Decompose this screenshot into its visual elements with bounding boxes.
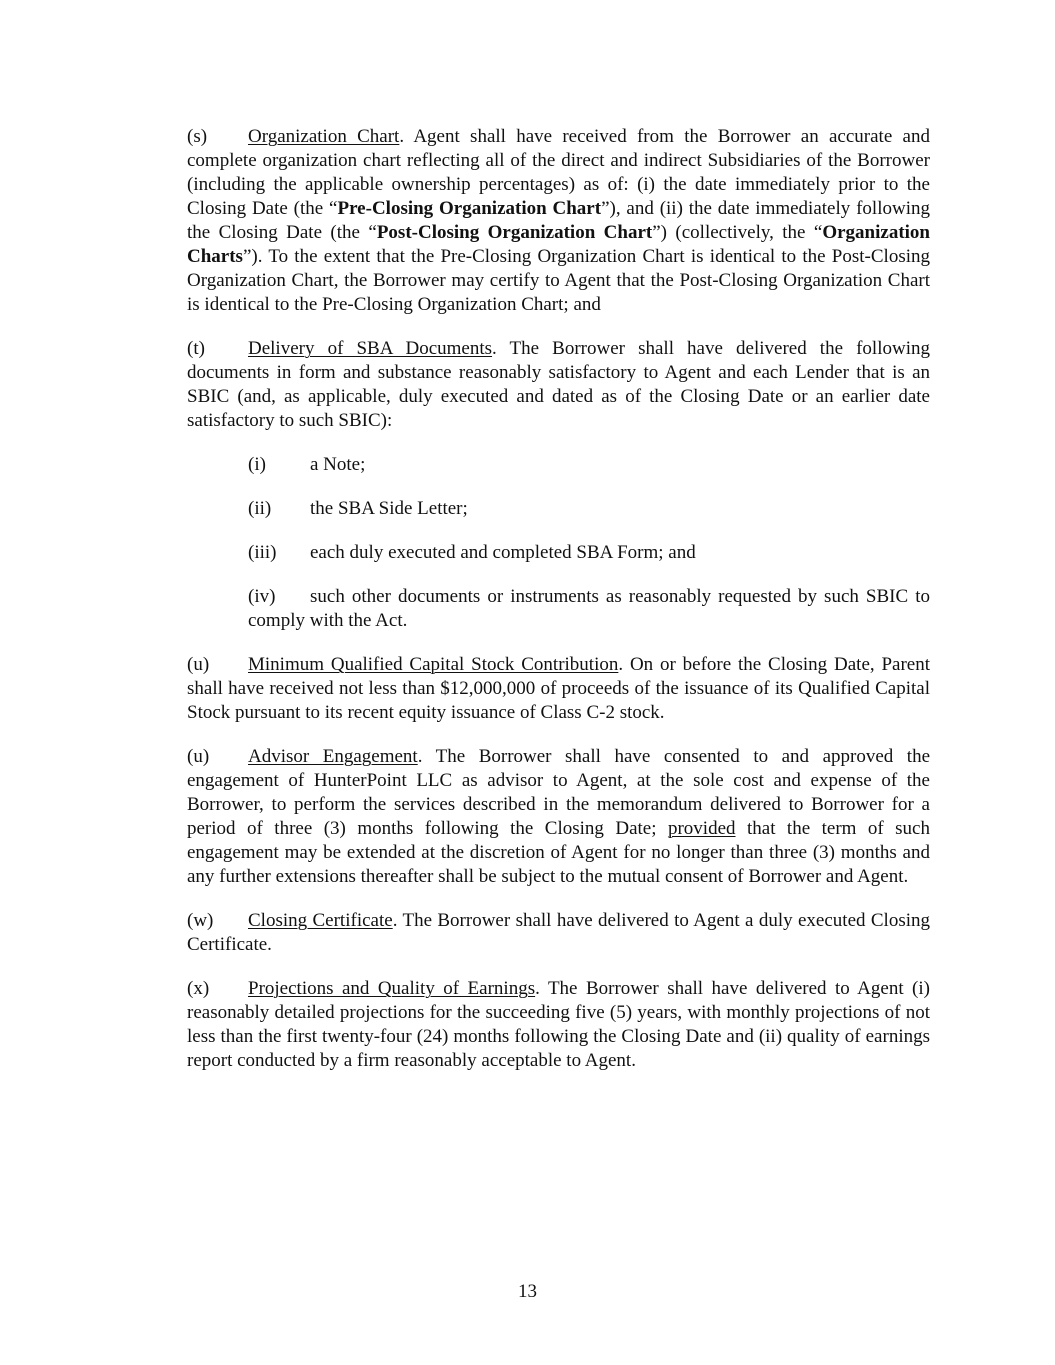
defined-term: Post-Closing Organization Chart	[376, 222, 653, 243]
section-label: (u)	[187, 654, 210, 675]
section-u-advisor	[187, 745, 930, 889]
list-item	[248, 497, 930, 521]
section-text: . The Borrower shall have delivered to Agent (i) reasonably detailed projections for the succeeding five (5) years, with monthly projections of not less than the first twenty-four (24) months following the Closing Date and (ii) quality of earnings report conducted by a firm reasonably acceptable to Agent.	[187, 978, 930, 1071]
section-text: ”) (collectively, the “	[652, 222, 823, 243]
section-title: Projections and Quality of Earnings	[248, 978, 536, 999]
document-body	[187, 125, 930, 1093]
section-text: . Agent shall have received from the Borrower an accurate and complete organization chart reflecting all of the direct and indirect Subsidiaries of the Borrower (including the applicable ownership percentages) as of: (i) the date immediately prior to the Closing Date (the “	[187, 126, 930, 219]
section-title: Closing Certificate	[248, 910, 393, 931]
list-item-label: (iv)	[248, 586, 276, 607]
list-item-label: (i)	[248, 454, 266, 475]
page-number: 13	[518, 1281, 537, 1302]
section-text: . On or before the Closing Date, Parent shall have received not less than $12,000,000 of proceeds of the issuance of its Qualified Capital Stock pursuant to its recent equity issuance of Class C-2 stock.	[187, 654, 930, 723]
section-x	[187, 977, 930, 1073]
section-u-capital	[187, 653, 930, 725]
list-item-label: (iii)	[248, 542, 277, 563]
section-label: (u)	[187, 746, 210, 767]
section-text: ”). To the extent that the Pre-Closing Organization Chart is identical to the Post-Closing Organization Chart, the Borrower may certify to Agent that the Post-Closing Organization Chart is identical to the Pre-Closing Organization Chart; and	[187, 246, 930, 315]
list-item	[248, 541, 930, 565]
section-label: (w)	[187, 910, 214, 931]
section-title: Advisor Engagement	[248, 746, 418, 767]
provided-term: provided	[667, 818, 736, 839]
section-text: . The Borrower shall have delivered the following documents in form and substance reasonably satisfactory to Agent and each Lender that is an SBIC (and, as applicable, duly executed and dated as of the Closing Date or an earlier date satisfactory to such SBIC):	[187, 338, 930, 431]
list-item	[248, 585, 930, 633]
section-text: that the term of such engagement may be extended at the discretion of Agent for no longer than three (3) months and any further extensions thereafter shall be subject to the mutual consent of Borrower and Agent.	[187, 818, 930, 887]
list-item-label: (ii)	[248, 498, 272, 519]
list-item-text: a Note;	[310, 454, 366, 475]
section-text: . The Borrower shall have consented to and approved the engagement of HunterPoint LLC as advisor to Agent, at the sole cost and expense of the Borrower, to perform the services described in the memorandum delivered to Borrower for a period of three (3) months following the Closing Date;	[187, 746, 930, 839]
section-title: Organization Chart	[248, 126, 400, 147]
section-label: (x)	[187, 978, 210, 999]
list-item-text: the SBA Side Letter;	[310, 498, 468, 519]
list-item-text: each duly executed and completed SBA Form; and	[310, 542, 696, 563]
section-s	[187, 125, 930, 317]
section-title: Minimum Qualified Capital Stock Contribution	[248, 654, 619, 675]
section-t	[187, 337, 930, 433]
defined-term: Pre-Closing Organization Chart	[337, 198, 602, 219]
defined-term: Organization Charts	[187, 222, 930, 267]
section-text: ”), and (ii) the date immediately following the Closing Date (the “	[187, 198, 930, 243]
list-item	[248, 453, 930, 477]
section-label: (t)	[187, 338, 205, 359]
list-item-text: such other documents or instruments as reasonably requested by such SBIC to comply with the Act.	[248, 586, 930, 631]
section-text: . The Borrower shall have delivered to Agent a duly executed Closing Certificate.	[187, 910, 930, 955]
section-w	[187, 909, 930, 957]
section-label: (s)	[187, 126, 208, 147]
section-title: Delivery of SBA Documents	[248, 338, 493, 359]
